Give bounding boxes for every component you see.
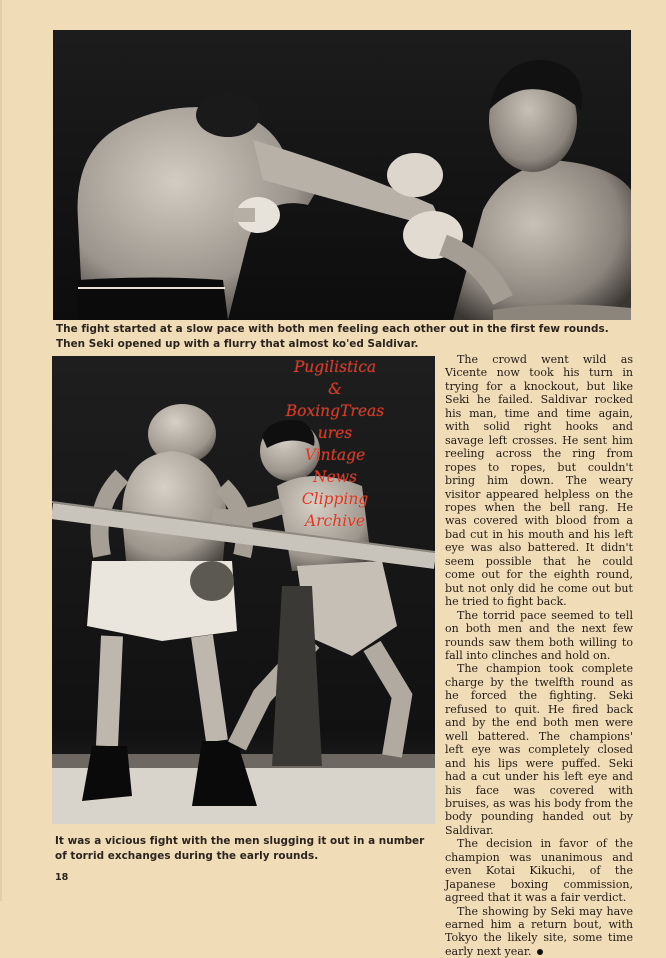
watermark-line: & [328, 380, 342, 398]
watermark-line: ures [317, 424, 353, 442]
boxing-photo-top-illustration [53, 30, 631, 320]
boxing-photo-top [53, 30, 631, 320]
watermark-line: News [313, 468, 357, 486]
article-paragraph: The crowd went wild as Vicente now took his turn in trying for a knockout, but like Seki he failed. Saldivar rocked his man, time and time again, with solid right hooks and savage left crosses. He sent him reeling across the ring from ropes to ropes, but couldn't bring him down. The weary visitor appeared helpless on the ropes when the bell rang. He was covered with blood from a bad cut in his mouth and his left eye was also battered. It didn't seem possible that he could come out for the eighth round, but not only did he come out but he tried to fight back. [445, 353, 633, 609]
article-paragraph: The torrid pace seemed to tell on both men and the next few rounds saw them both willing to fall into clinches and hold on. [445, 608, 633, 662]
article-paragraph-last [445, 905, 633, 958]
article-paragraph-last-text: The showing by Seki may have earned him a return bout, with Tokyo the likely site, some time early next year. [445, 904, 633, 958]
watermark-line: Pugilistica [293, 358, 377, 376]
watermark-line: Archive [304, 512, 366, 530]
photo-caption-bottom: It was a vicious fight with the men slugging it out in a number of torrid exchanges during the early rounds. [55, 835, 425, 862]
page-number: 18 [55, 872, 69, 883]
end-mark-icon [537, 949, 543, 955]
article-paragraph: The decision in favor of the champion was unanimous and even Kotai Kikuchi, of the Japanese boxing commission, agreed that it was a fair verdict. [445, 837, 633, 905]
watermark-line: BoxingTreas [285, 402, 385, 420]
watermark-line: Clipping [301, 490, 369, 508]
watermark [280, 356, 390, 532]
article-paragraph: The champion took complete charge by the twelfth round as he forced the fighting. Seki refused to quit. He fired back and by the end both men were well battered. The champions' left eye was completely closed and his lips were puffed. Seki had a cut under his left eye and his face was covered with bruises, as was his body from the body pounding handed out by Saldivar. [445, 662, 633, 837]
article-column [445, 353, 633, 958]
photo-caption-top: The fight started at a slow pace with both men feeling each other out in the first few rounds. Then Seki opened up with a flurry that almost ko'ed Saldivar. [56, 323, 609, 350]
watermark-line: Vintage [304, 446, 366, 464]
